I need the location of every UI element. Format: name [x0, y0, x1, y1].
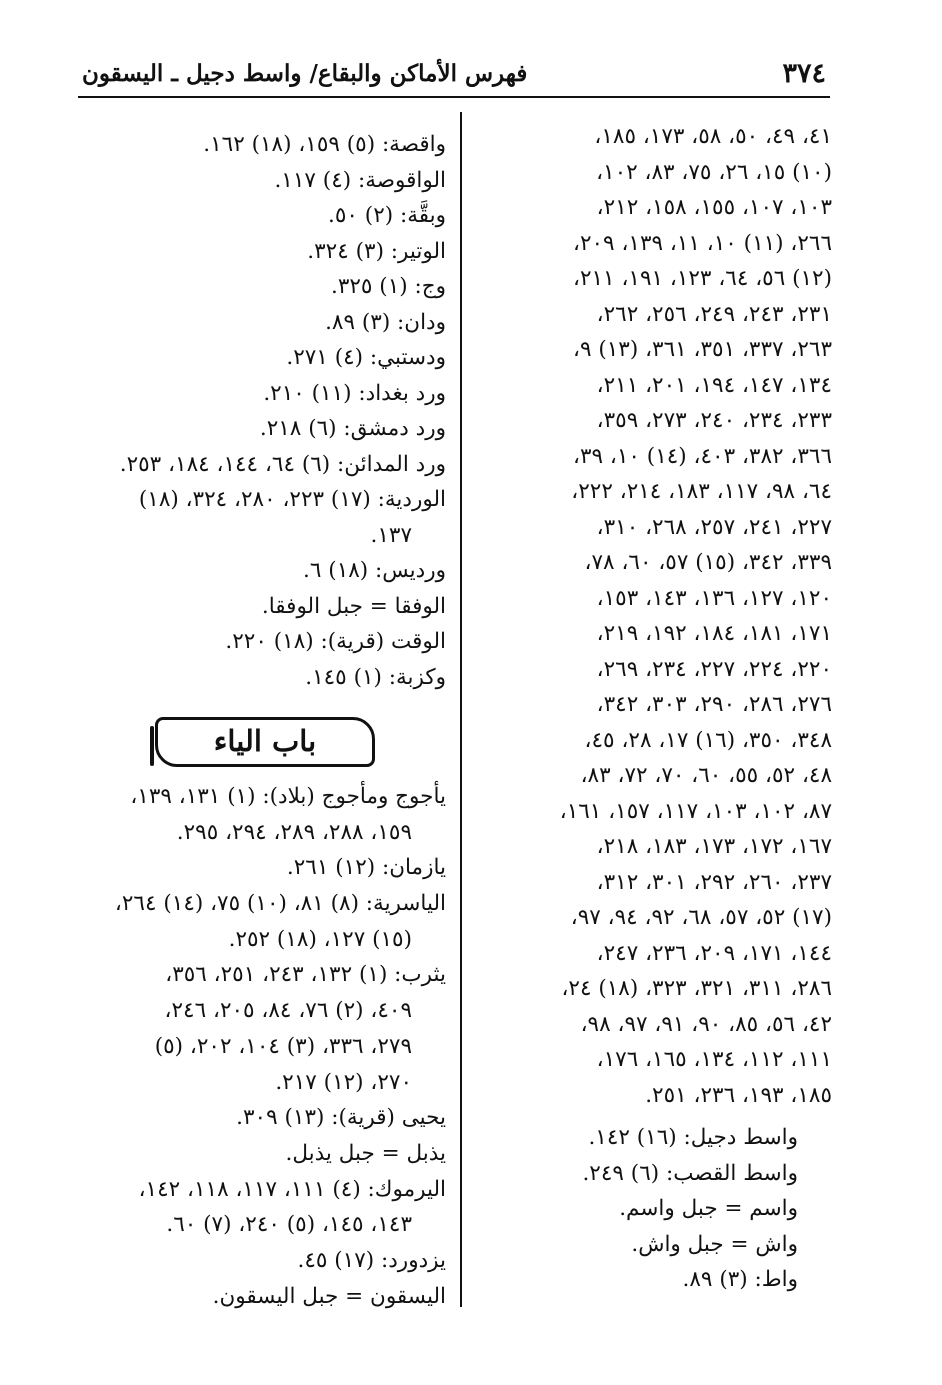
index-entry: واش = جبل واش. [631, 1231, 798, 1257]
index-line: ٢٣١، ٢٤٣، ٢٤٩، ٢٥٦، ٢٦٢، [596, 301, 832, 327]
index-entry: وج: (١) ٣٢٥. [330, 274, 446, 299]
index-line: ١٣٤، ١٤٧، ١٩٤، ٢٠١، ٢١١، [596, 372, 832, 398]
index-line: ٢٣٣، ٢٣٤، ٢٤٠، ٢٧٣، ٣٥٩، [596, 408, 832, 433]
index-line: ٣٣٩، ٣٤٢، (١٥) ٥٧، ٦٠، ٧٨، [584, 550, 832, 575]
index-entry: واسم = جبل واسم. [619, 1196, 798, 1221]
index-entry: ودان: (٣) ٨٩. [325, 309, 446, 335]
index-line: ٢٢٠، ٢٢٤، ٢٢٧، ٢٣٤، ٢٦٩، [596, 656, 832, 682]
index-line: ١١١، ١١٢، ١٣٤، ١٦٥، ١٧٦، [596, 1047, 832, 1072]
page-number: ٣٧٤ [782, 58, 826, 89]
column-divider [460, 112, 462, 1307]
index-line: ٤٢، ٥٦، ٨٥، ٩٠، ٩١، ٩٧، ٩٨، [580, 1011, 832, 1037]
index-line: ٣٦٦، ٣٨٢، ٤٠٣، (١٤) ١٠، ٣٩، [573, 443, 832, 469]
left-column-top [80, 127, 446, 695]
index-line: ٢٣٧، ٢٦٠، ٢٩٢، ٣٠١، ٣١٢، [596, 869, 832, 895]
index-entry-continuation: ١٣٧. [370, 522, 412, 548]
section-title: باب الياء [213, 724, 317, 758]
index-entry: يذبل = جبل يذبل. [285, 1140, 446, 1166]
index-line: (١٢) ٥٦، ٦٤، ١٢٣، ١٩١، ٢١١، [573, 266, 832, 291]
index-entry: وكزبة: (١) ١٤٥. [305, 664, 446, 690]
index-entry: يزدورد: (١٧) ٤٥. [297, 1247, 446, 1273]
index-entry: الوفقا = جبل الوفقا. [261, 593, 446, 619]
index-entry: الوتير: (٣) ٣٢٤. [307, 238, 446, 264]
index-entry: ورديس: (١٨) ٦. [303, 558, 446, 583]
index-entry: ورد المدائن: (٦) ٦٤، ١٤٤، ١٨٤، ٢٥٣. [119, 451, 446, 477]
index-entry: واسط دجيل: (١٦) ١٤٢. [588, 1125, 798, 1150]
index-entry-continuation: ١٥٩، ٢٨٨، ٢٨٩، ٢٩٤، ٢٩٥. [176, 819, 412, 845]
index-line: ٤١، ٤٩، ٥٠، ٥٨، ١٧٣، ١٨٥، [594, 124, 832, 149]
index-line: ١٧١، ١٨١، ١٨٤، ١٩٢، ٢١٩، [596, 621, 832, 646]
index-line: ٢٨٦، ٣١١، ٣٢١، ٣٢٣، (١٨) ٢٤، [561, 976, 832, 1001]
index-line: ١٨٥، ١٩٣، ٢٣٦، ٢٥١. [645, 1082, 832, 1108]
index-entry: ودستبي: (٤) ٢٧١. [286, 345, 446, 370]
left-column-bottom [80, 779, 446, 1314]
index-line: ٤٨، ٥٢، ٥٥، ٦٠، ٧٠، ٧٢، ٨٣، [580, 763, 832, 788]
index-entry: يحيى (قرية): (١٣) ٣٠٩. [236, 1105, 446, 1131]
index-line: ١٦٧، ١٧٢، ١٧٣، ١٨٣، ٢١٨، [596, 834, 832, 859]
index-line: ٦٤، ٩٨، ١١٧، ١٨٣، ٢١٤، ٢٢٢، [571, 479, 832, 504]
index-entry: ورد بغداد: (١١) ٢١٠. [263, 380, 446, 406]
page-header [78, 52, 830, 98]
index-entry: يازمان: (١٢) ٢٦١. [286, 855, 446, 881]
index-line: ١٤٤، ١٧١، ٢٠٩، ٢٣٦، ٢٤٧، [596, 940, 832, 966]
index-entry: اليسقون = جبل اليسقون. [212, 1283, 446, 1309]
right-column [472, 119, 832, 1113]
index-entry: وبقَّة: (٢) ٥٠. [328, 203, 446, 228]
index-entry: اليرموك: (٤) ١١١، ١١٧، ١١٨، ١٤٢، [138, 1176, 446, 1202]
index-line: (١٠) ١٥، ٢٦، ٧٥، ٨٣، ١٠٢، [596, 159, 832, 185]
section-heading-box [155, 717, 375, 767]
index-entry: الوردية: (١٧) ٢٢٣، ٢٨٠، ٣٢٤، (١٨) [138, 487, 446, 512]
index-entry: يأجوج ومأجوج (بلاد): (١) ١٣١، ١٣٩، [130, 784, 446, 809]
index-entry: واط: (٣) ٨٩. [682, 1267, 798, 1292]
index-line: ٨٧، ١٠٢، ١٠٣، ١١٧، ١٥٧، ١٦١، [559, 798, 832, 824]
index-entry-continuation: (١٥) ١٢٧، (١٨) ٢٥٢. [228, 926, 412, 952]
index-entry: الياسرية: (٨) ٨١، (١٠) ٧٥، (١٤) ٢٦٤، [114, 891, 446, 917]
right-entries [472, 1120, 832, 1298]
index-entry-continuation: ٤٠٩، (٢) ٧٦، ٨٤، ٢٠٥، ٢٤٦، [164, 998, 412, 1024]
index-entry-continuation: ١٤٣، ١٤٥، (٥) ٢٤٠، (٧) ٦٠. [166, 1212, 412, 1238]
index-line: ٢٦٦، (١١) ١٠، ١١، ١٣٩، ٢٠٩، [573, 230, 832, 256]
running-title: فهرس الأماكن والبقاع/ واسط دجيل ـ اليسقون [82, 60, 528, 87]
index-entry-continuation: ٢٧٩، ٣٣٦، (٣) ١٠٤، ٢٠٢، (٥) [154, 1033, 412, 1059]
index-line: ٣٤٨، ٣٥٠، (١٦) ١٧، ٢٨، ٤٥، [584, 727, 832, 753]
index-entry: واقصة: (٥) ١٥٩، (١٨) ١٦٢. [203, 132, 446, 157]
index-entry: ورد دمشق: (٦) ٢١٨. [259, 416, 446, 441]
index-entry: يثرب: (١) ١٣٢، ٢٤٣، ٢٥١، ٣٥٦، [165, 962, 446, 988]
index-line: ٢٢٧، ٢٤١، ٢٥٧، ٢٦٨، ٣١٠، [596, 514, 832, 540]
index-line: ١٢٠، ١٢٧، ١٣٦، ١٤٣، ١٥٣، [596, 585, 832, 611]
index-line: ٢٧٦، ٢٨٦، ٢٩٠، ٣٠٣، ٣٤٢، [596, 692, 832, 717]
index-entry-continuation: ٢٧٠، (١٢) ٢١٧. [275, 1069, 412, 1095]
index-entry: الواقوصة: (٤) ١١٧. [274, 167, 446, 193]
index-line: ٢٦٣، ٣٣٧، ٣٥١، ٣٦١، (١٣) ٩، [573, 337, 832, 362]
index-entry: الوقت (قرية): (١٨) ٢٢٠. [225, 629, 446, 654]
index-line: (١٧) ٥٢، ٥٧، ٦٨، ٩٢، ٩٤، ٩٧، [570, 905, 832, 930]
index-line: ١٠٣، ١٠٧، ١٥٥، ١٥٨، ٢١٢، [596, 195, 832, 220]
index-entry: واسط القصب: (٦) ٢٤٩. [582, 1160, 798, 1186]
